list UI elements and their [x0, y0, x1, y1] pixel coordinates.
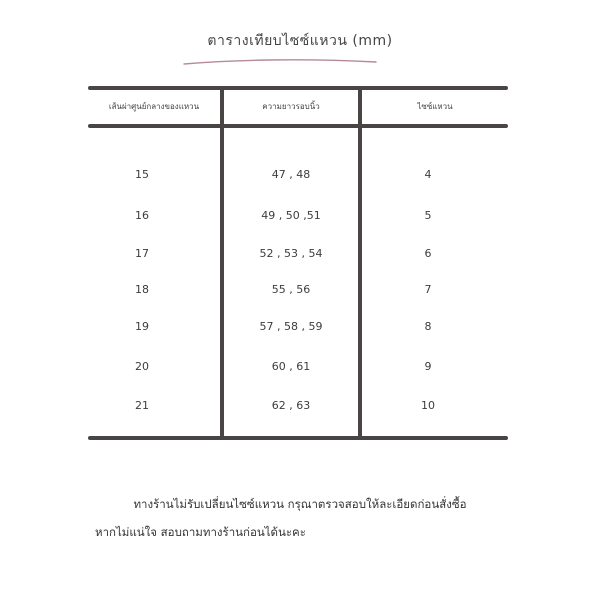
header-circumference: ความยาวรอบนิ้ว [262, 102, 320, 111]
cell-ring-size: 6 [424, 247, 432, 260]
table-header-rule [88, 124, 508, 128]
cell-diameter: 20 [135, 360, 149, 373]
cell-circumference: 55 , 56 [271, 283, 311, 296]
cell-ring-size: 7 [424, 283, 432, 296]
table-column-divider [358, 86, 362, 440]
cell-circumference: 57 , 58 , 59 [259, 320, 323, 333]
table-top-rule [88, 86, 508, 90]
table-column-divider [220, 86, 224, 440]
cell-diameter: 18 [135, 283, 149, 296]
cell-circumference: 62 , 63 [271, 399, 311, 412]
cell-ring-size: 8 [424, 320, 432, 333]
cell-circumference: 60 , 61 [271, 360, 311, 373]
cell-diameter: 15 [135, 168, 149, 181]
footer-notice-line-2: หากไม่แน่ใจ สอบถามทางร้านก่อนได้นะคะ [95, 525, 306, 539]
page-title: ตารางเทียบไซซ์แหวน (mm) [207, 33, 393, 49]
cell-diameter: 21 [135, 399, 149, 412]
table-bottom-rule [88, 436, 508, 440]
header-diameter: เส้นผ่าศูนย์กลางของแหวน [108, 102, 200, 111]
cell-circumference: 52 , 53 , 54 [259, 247, 323, 260]
header-ring-size: ไซซ์แหวน [417, 102, 453, 111]
cell-ring-size: 4 [424, 168, 432, 181]
cell-circumference: 47 , 48 [271, 168, 311, 181]
cell-diameter: 16 [135, 209, 149, 222]
title-underline [180, 56, 380, 70]
cell-ring-size: 10 [421, 399, 435, 412]
cell-circumference: 49 , 50 ,51 [261, 209, 321, 222]
cell-ring-size: 9 [424, 360, 432, 373]
footer-notice-line-1: ทางร้านไม่รับเปลี่ยนไซซ์แหวน กรุณาตรวจสอบให้ละเอียดก่อนสั่งซื้อ [133, 497, 467, 511]
ring-size-table [88, 86, 508, 440]
cell-ring-size: 5 [424, 209, 432, 222]
cell-diameter: 19 [135, 320, 149, 333]
cell-diameter: 17 [135, 247, 149, 260]
